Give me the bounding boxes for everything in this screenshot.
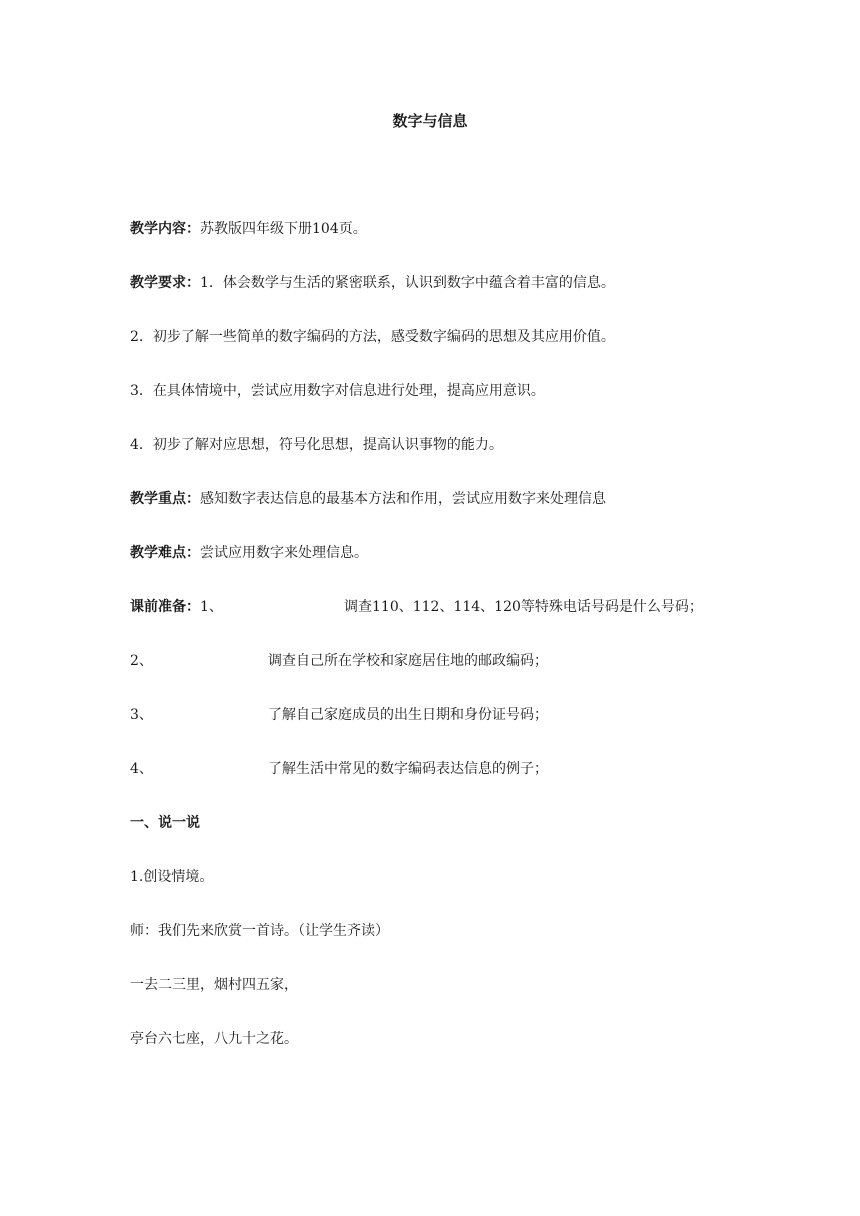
preparation-text-2: 调查自己所在学校和家庭居住地的邮政编码； [268,653,548,669]
section-heading: 一、说一说 [130,815,200,831]
section-line-1: 1.创设情境。 [130,869,214,885]
preparation-line [130,597,223,617]
poem-line-1: 一去二三里，烟村四五家， [130,977,298,993]
teaching-content-label: 教学内容： [130,221,200,237]
teaching-requirements-label: 教学要求： [130,275,200,291]
requirement-item-2: 2．初步了解一些简单的数字编码的方法，感受数字编码的思想及其应用价值。 [130,329,615,345]
poem-line-2: 亭台六七座，八九十之花。 [130,1031,298,1047]
section-line-2: 师：我们先来欣赏一首诗。（让学生齐读） [130,923,389,939]
preparation-text-3: 了解自己家庭成员的出生日期和身份证号码； [268,707,548,723]
teaching-requirements-line [130,273,615,293]
requirement-item-4: 4．初步了解对应思想，符号化思想，提高认识事物的能力。 [130,437,503,453]
teaching-content-text: 苏教版四年级下册104页。 [200,221,367,237]
key-point-label: 教学重点： [130,491,200,507]
key-point-text: 感知数字表达信息的最基本方法和作用，尝试应用数字来处理信息 [200,491,606,507]
requirement-item-1: 1．体会数学与生活的紧密联系，认识到数字中蕴含着丰富的信息。 [200,275,615,291]
difficulty-text: 尝试应用数字来处理信息。 [200,545,368,561]
preparation-num-2: 2、 [130,653,153,669]
difficulty-line [130,543,368,563]
key-point-line [130,489,606,509]
preparation-text-1: 调查110、112、114、120等特殊电话号码是什么号码； [344,599,703,615]
preparation-num-4: 4、 [130,761,153,777]
teaching-content-line [130,219,367,239]
difficulty-label: 教学难点： [130,545,200,561]
preparation-num-3: 3、 [130,707,153,723]
requirement-item-3: 3．在具体情境中，尝试应用数字对信息进行处理，提高应用意识。 [130,383,545,399]
preparation-label: 课前准备： [130,599,200,615]
page-title: 数字与信息 [392,112,468,130]
preparation-text-4: 了解生活中常见的数字编码表达信息的例子； [268,761,548,777]
preparation-num-1: 1、 [200,599,223,615]
